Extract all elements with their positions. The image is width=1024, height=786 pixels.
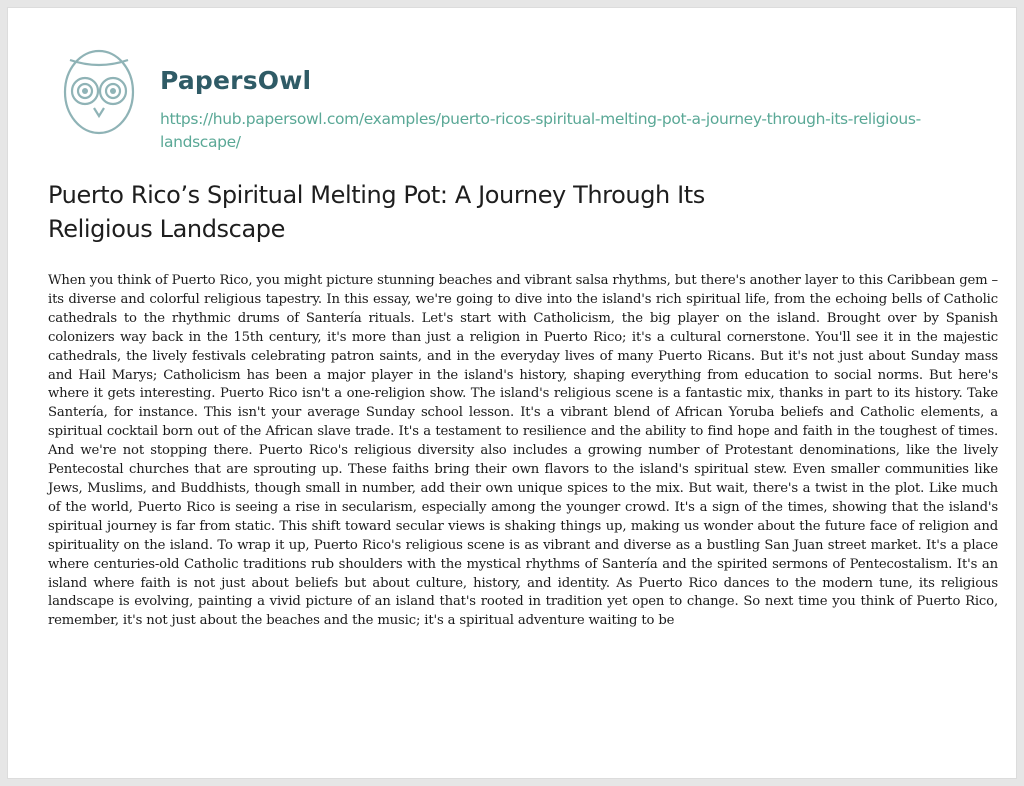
document-title: Puerto Rico’s Spiritual Melting Pot: A Journey Through Its Religious Landscape <box>48 181 705 243</box>
source-url-link[interactable]: https://hub.papersowl.com/examples/puerto-ricos-spiritual-melting-pot-a-journey-through-its-religious-landscape/ <box>160 110 921 151</box>
brand-name: PapersOwl <box>160 66 312 95</box>
document-body: When you think of Puerto Rico, you might picture stunning beaches and vibrant salsa rhythms, but there's another layer to this Caribbean gem – its diverse and colorful religious tapestry. In this essay, we're going to dive into the island's rich spiritual life, from the echoing bells of Catholic cathedrals to the rhythmic drums of Santería rituals. Let's start with Catholicism, the big player on the island. Brought over by Spanish colonizers way back in the 15th century, it's more than just a religion in Puerto Rico; it's a cultural cornerstone. You'll see it in the majestic cathedrals, the lively festivals celebrating patron saints, and in the everyday lives of many Puerto Ricans. But it's not just about Sunday mass and Hail Marys; Catholicism has been a major player in the island's history, shaping everything from education to social norms. But here's where it gets interesting. Puerto Rico isn't a one-religion show. The island's religious scene is a fantastic mix, thanks in part to its history. Take Santería, for instance. This isn't your average Sunday school lesson. It's a vibrant blend of African Yoruba beliefs and Catholic elements, a spiritual cocktail born out of the African slave trade. It's a testament to resilience and the ability to find hope and faith in the toughest of times. And we're not stopping there. Puerto Rico's religious diversity also includes a growing number of Protestant denominations, like the lively Pentecostal churches that are sprouting up. These faiths bring their own flavors to the island's spiritual stew. Even smaller communities like Jews, Muslims, and Buddhists, though small in number, add their own unique spices to the mix. But wait, there's a twist in the plot. Like much of the world, Puerto Rico is seeing a rise in secularism, especially among the younger crowd. It's a sign of the times, showing that the island's spiritual journey is far from static. This shift toward secular views is shaking things up, making us wonder about the future face of religion and spirituality on the island. To wrap it up, Puerto Rico's religious scene is as vibrant and diverse as a bustling San Juan street market. It's a place where centuries-old Catholic traditions rub shoulders with the mystical rhythms of Santería and the spirited sermons of Pentecostalism. It's an island where faith is not just about beliefs but about culture, history, and identity. As Puerto Rico dances to the modern tune, its religious landscape is evolving, painting a vivid picture of an island that's rooted in tradition yet open to change. So next time you think of Puerto Rico, remember, it's not just about the beaches and the music; it's a spiritual adventure waiting to be <box>48 273 998 629</box>
owl-logo-icon <box>56 36 142 146</box>
document-page <box>8 8 1016 778</box>
document-header <box>56 36 976 166</box>
